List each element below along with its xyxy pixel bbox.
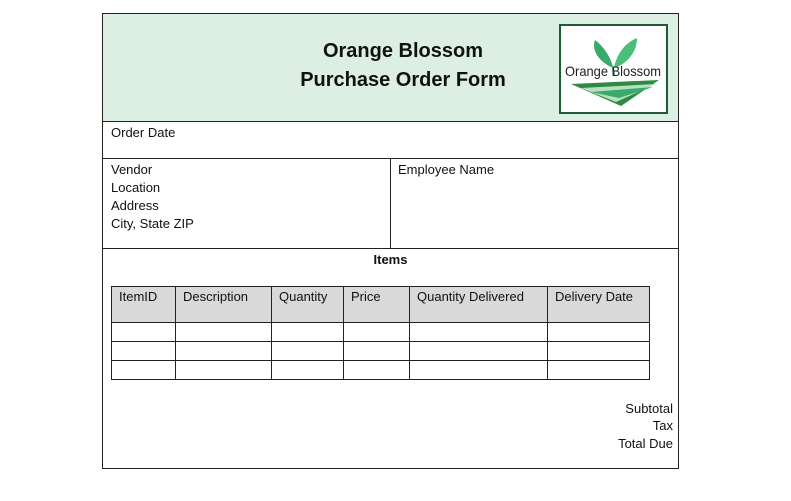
location-label: Location [111, 180, 161, 195]
svg-text:Orange Blossom: Orange Blossom [565, 63, 661, 79]
divider [103, 248, 678, 249]
cell[interactable] [176, 342, 272, 361]
form-title: Purchase Order Form [300, 69, 506, 91]
cell[interactable] [112, 342, 176, 361]
order-date-label: Order Date [111, 125, 176, 140]
table-row [112, 342, 650, 361]
column-header: Description [176, 287, 272, 323]
vendor-label: Vendor [111, 162, 153, 177]
subtotal-label: Subtotal [625, 401, 673, 416]
cell[interactable] [410, 361, 548, 380]
table-row [112, 323, 650, 342]
cell[interactable] [548, 361, 650, 380]
divider [390, 158, 391, 248]
form-header [103, 14, 678, 122]
cell[interactable] [344, 342, 410, 361]
column-header: Delivery Date [548, 287, 650, 323]
employee-name-label: Employee Name [398, 162, 495, 177]
address-label: Address [111, 198, 159, 213]
cell[interactable] [272, 323, 344, 342]
cell[interactable] [410, 323, 548, 342]
column-header: Price [344, 287, 410, 323]
cell[interactable] [112, 323, 176, 342]
cell[interactable] [344, 323, 410, 342]
company-logo [559, 24, 668, 114]
cell[interactable] [410, 342, 548, 361]
cell[interactable] [176, 361, 272, 380]
cell[interactable] [176, 323, 272, 342]
tax-label: Tax [652, 418, 673, 433]
purchase-order-form [102, 13, 679, 469]
company-name: Orange Blossom [322, 40, 484, 62]
total-due-label: Total Due [618, 436, 673, 451]
city-state-zip-label: City, State ZIP [111, 216, 194, 231]
items-table [111, 286, 650, 380]
column-header: Quantity [272, 287, 344, 323]
items-title: Items [373, 252, 408, 267]
cell[interactable] [548, 342, 650, 361]
cell[interactable] [112, 361, 176, 380]
cell[interactable] [344, 361, 410, 380]
table-row [112, 361, 650, 380]
table-header-row [112, 287, 650, 323]
column-header: Quantity Delivered [410, 287, 548, 323]
cell[interactable] [272, 361, 344, 380]
cell[interactable] [548, 323, 650, 342]
cell[interactable] [272, 342, 344, 361]
column-header: ItemID [112, 287, 176, 323]
